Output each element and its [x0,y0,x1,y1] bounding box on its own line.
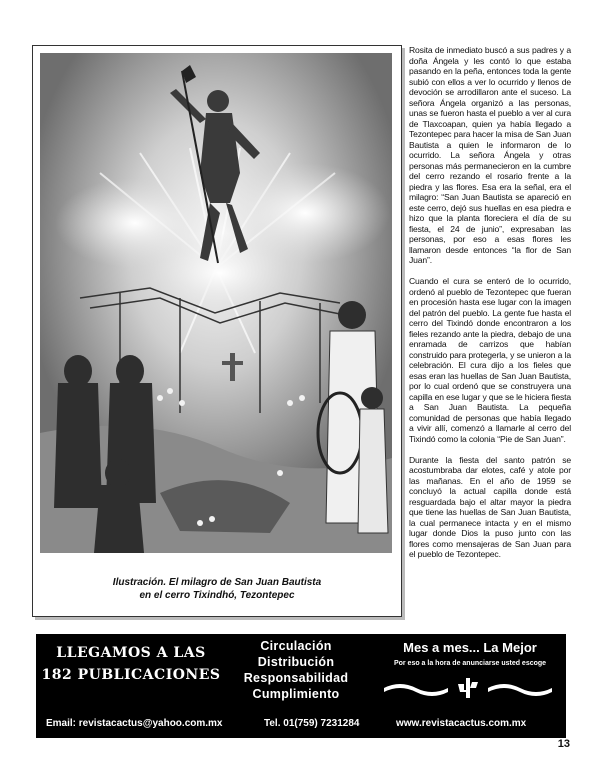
page-number: 13 [557,738,570,750]
caption-line-1: Ilustración. El milagro de San Juan Bautista [112,577,322,588]
ad-value-distribucion: Distribución [257,655,335,669]
ad-email: Email: revistacactus@yahoo.com.mx [46,718,223,729]
caption-line-2: en el cerro Tixindhó, Tezontepec [139,590,295,601]
ad-publications-block [36,642,226,686]
ad-telephone: Tel. 01(759) 7231284 [264,718,360,729]
illustration-drawing [40,53,392,553]
article-paragraph-1: Rosita de inmediato buscó a sus padres y a doña Ángela y les contó lo que estaba pasando en la peña, entonces toda la gente subió con ellos a ver lo ocurrido y llenos de devoción se arrodillaron ante el suceso. La señora Ángela organizó a las personas, unas se fueron hasta el pueblo a ver al cura de Tlaxcoapan, quien ya había llegado a Tezontepec para hacer la misa de San Juan Bautista a quien le informaron de lo ocurrido. La señora Ángela y otras personas más permanecieron en la cumbre del cerro rezando el rosario frente a la piedra y las flores. Esa era la señal, era el milagro: “San Juan Bautista se apareció en este cerro, dejó sus huellas en esa piedra e hizo que la planta floreciera el día de su fiesta, el 24 de junio”, expresaban las personas, por eso a esas flores les llamaron desde entonces “la flor de San Juan”. [409,45,571,265]
ad-value-responsabilidad: Responsabilidad [243,671,349,685]
illustration-frame [32,45,402,617]
illustration-miracle-san-juan [40,53,392,553]
cactus-logo-icon [380,676,556,700]
advertisement-banner [36,634,566,738]
ad-website: www.revistacactus.com.mx [396,718,527,729]
ad-values-block [226,638,366,702]
article-column [409,45,571,570]
ad-value-circulacion: Circulación [260,639,332,653]
article-paragraph-3: Durante la fiesta del santo patrón se acostumbraba dar elotes, café y atole por las mañanas. En el año de 1959 se concluyó la actual capilla donde está resguardada bajo el altar mayor la piedra que tiene las huellas de San Juan Bautista, la cual permanece intacta y en el mismo lugar donde Dios la puso junto con las flores como mensajeras de San Juan para el pueblo de Tezontepec. [409,454,571,559]
ad-left-line-1: LLEGAMOS A LAS [56,645,206,661]
ad-slogan-title: Mes a mes... La Mejor [403,640,537,655]
article-paragraph-2: Cuando el cura se enteró de lo ocurrido, ordenó al pueblo de Tezontepec que fueran en procesión hasta ese lugar con la imagen del patrón del pueblo. La gente fue hasta el cerro del Tixindó donde encontraron a los fieles rezando ante la piedra, debajo de una enramada de carrizos que habían construido para protegerla, y se unieron a la celebración. El cura dijo a los fieles que esas eran las huellas de San Juan Bautista, por lo cual ordenó que se construyera una capilla en ese lugar y que se le hiciera fiesta a San Juan Bautista. La pequeña comunidad de personas que había llegado a vivir allí, comenzó a llamarle al cerro del Tixindó como la colonia “Pie de San Juan”. [409,276,571,444]
ad-value-cumplimiento: Cumplimiento [252,687,340,701]
ad-slogan-subtitle: Por eso a la hora de anunciarse usted escoge [393,660,547,667]
ad-left-line-2: 182 PUBLICACIONES [41,667,221,683]
illustration-caption [33,576,401,602]
